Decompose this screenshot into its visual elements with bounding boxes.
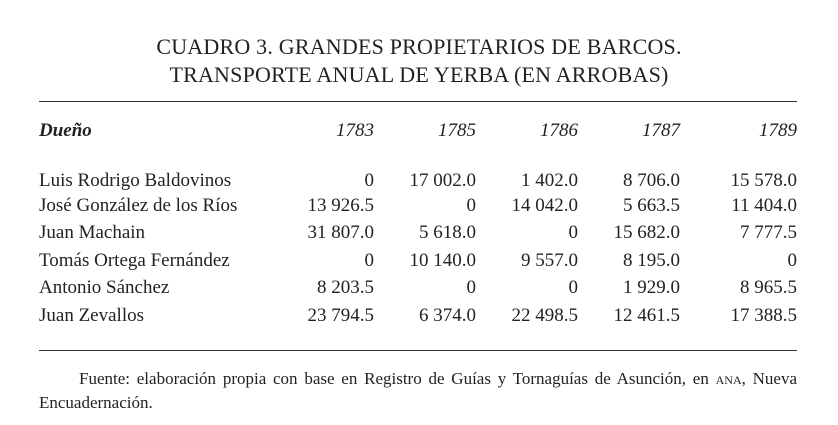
value-cell: 5 618.0 — [419, 222, 476, 244]
value-cell: 17 388.5 — [730, 304, 797, 326]
value-cell: 0 — [787, 249, 797, 271]
value-cell: 0 — [466, 277, 476, 299]
value-cell: 10 140.0 — [409, 249, 476, 271]
value-cell: 11 404.0 — [731, 194, 797, 216]
owner-cell: Tomás Ortega Fernández — [39, 249, 230, 271]
value-cell: 8 195.0 — [623, 249, 680, 271]
value-cell: 1 929.0 — [623, 277, 680, 299]
value-cell: 14 042.0 — [511, 194, 578, 216]
value-cell: 6 374.0 — [419, 304, 476, 326]
value-cell: 0 — [466, 194, 476, 216]
value-cell: 5 663.5 — [623, 194, 680, 216]
value-cell: 0 — [568, 222, 578, 244]
value-cell: 8 965.5 — [740, 277, 797, 299]
source-text-end: , Nueva Encuadernación. — [39, 369, 797, 412]
value-cell: 0 — [364, 249, 374, 271]
value-cell: 15 682.0 — [613, 222, 680, 244]
value-cell: 23 794.5 — [307, 304, 374, 326]
table-row — [39, 220, 797, 248]
table-row — [39, 192, 797, 220]
owner-cell: Juan Machain — [39, 222, 146, 244]
owner-column-header: Dueño — [39, 120, 92, 141]
year-column-header: 1785 — [438, 120, 476, 141]
source-note — [39, 367, 797, 415]
table-title — [0, 33, 838, 89]
owner-cell: Juan Zevallos — [39, 304, 145, 326]
value-cell: 22 498.5 — [511, 304, 578, 326]
top-rule — [39, 101, 797, 102]
value-cell: 12 461.5 — [613, 304, 680, 326]
table-row — [39, 302, 797, 330]
owner-cell: Luis Rodrigo Baldovinos — [39, 170, 232, 191]
value-cell: 1 402.0 — [521, 170, 578, 191]
title-line-1: CUADRO 3. GRANDES PROPIETARIOS DE BARCOS. — [156, 34, 682, 59]
year-column-header: 1783 — [336, 120, 374, 141]
header-row — [39, 112, 797, 150]
year-column-header: 1787 — [642, 120, 680, 141]
value-cell: 13 926.5 — [307, 194, 374, 216]
value-cell: 0 — [364, 170, 374, 191]
table-row — [39, 275, 797, 303]
owner-cell: Antonio Sánchez — [39, 277, 170, 299]
value-cell: 0 — [568, 277, 578, 299]
year-column-header: 1786 — [540, 120, 578, 141]
value-cell: 9 557.0 — [521, 249, 578, 271]
value-cell: 8 706.0 — [623, 170, 680, 191]
value-cell: 15 578.0 — [730, 170, 797, 191]
year-column-header: 1789 — [759, 120, 797, 141]
data-table — [39, 112, 797, 330]
table-row — [39, 247, 797, 275]
source-text: Fuente: elaboración propia con base en Registro de Guías y Tornaguías de Asunción, en — [79, 369, 716, 388]
title-line-2: TRANSPORTE ANUAL DE YERBA (EN ARROBAS) — [169, 62, 669, 87]
table-row — [39, 150, 797, 192]
value-cell: 7 777.5 — [740, 222, 797, 244]
bottom-rule — [39, 350, 797, 351]
value-cell: 8 203.5 — [317, 277, 374, 299]
owner-cell: José González de los Ríos — [39, 194, 238, 216]
value-cell: 31 807.0 — [307, 222, 374, 244]
value-cell: 17 002.0 — [409, 170, 476, 191]
source-acronym: ana — [715, 369, 742, 388]
